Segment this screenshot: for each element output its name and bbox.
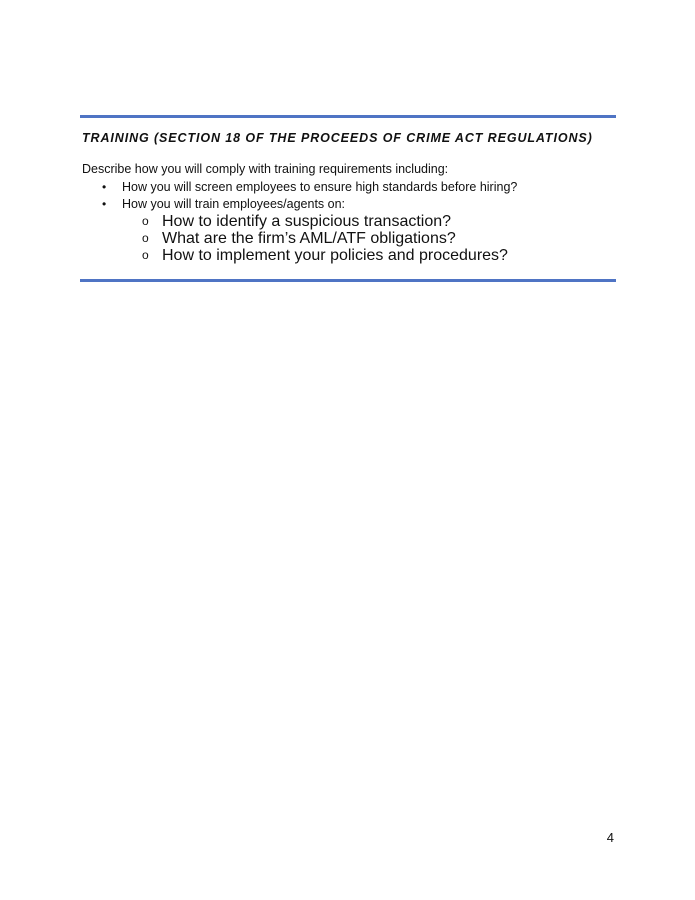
subitem-text: How to implement your policies and procedures? (162, 247, 508, 264)
section-intro: Describe how you will comply with training requirements including: (82, 162, 449, 176)
subitem-text: How to identify a suspicious transaction? (162, 213, 452, 230)
bullet-icon: • (102, 180, 107, 194)
circle-bullet-icon: o (142, 214, 149, 228)
bullet-item-screening (100, 179, 517, 196)
section-bottom-rule (80, 279, 616, 282)
page-number: 4 (606, 830, 614, 845)
subitem-policies-procedures (142, 247, 508, 264)
bullet-text: How you will train employees/agents on: (122, 197, 346, 211)
subitem-suspicious-transaction (142, 213, 508, 230)
section-top-rule (80, 115, 616, 118)
subitem-aml-atf-obligations (142, 230, 508, 247)
bullet-item-training (100, 196, 517, 213)
training-bullet-list (100, 179, 517, 213)
subitem-text: What are the firm’s AML/ATF obligations? (162, 230, 456, 247)
bullet-icon: • (102, 197, 107, 211)
section-heading: TRAINING (SECTION 18 OF THE PROCEEDS OF CRIME ACT REGULATIONS) (82, 131, 593, 145)
circle-bullet-icon: o (142, 248, 149, 262)
training-subitem-list (142, 213, 508, 264)
circle-bullet-icon: o (142, 231, 149, 245)
bullet-text: How you will screen employees to ensure high standards before hiring? (122, 180, 518, 194)
